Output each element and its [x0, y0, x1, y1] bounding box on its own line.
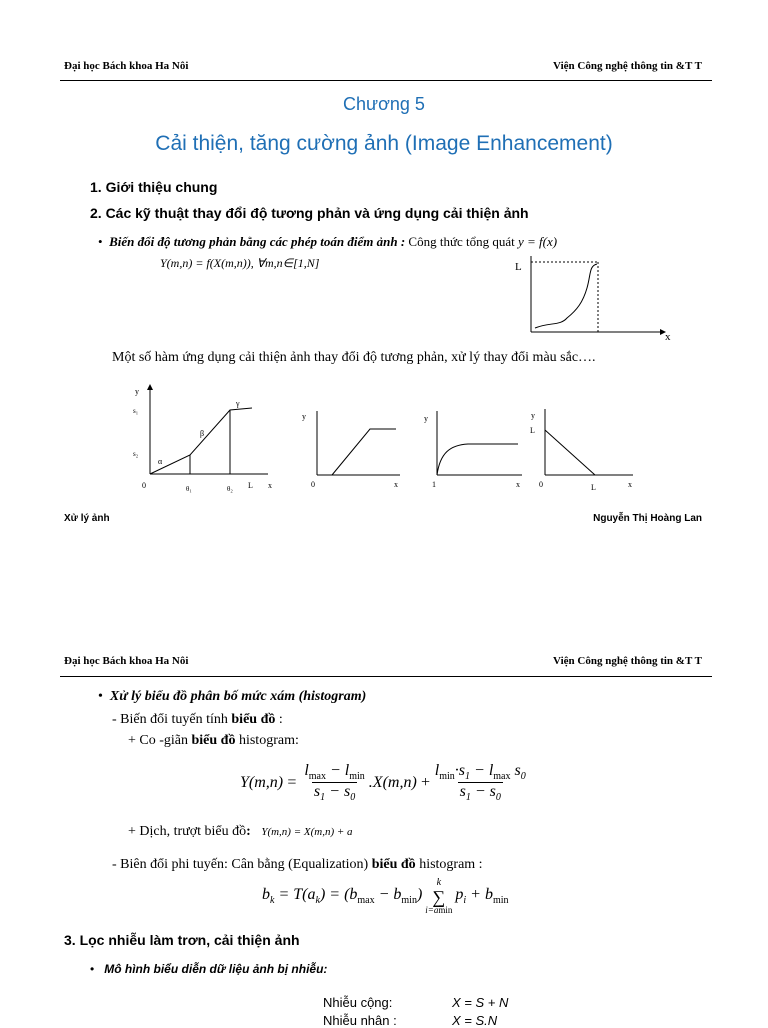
noise-mul-label: Nhiễu nhân : — [323, 1013, 397, 1028]
paragraph-applications: Một số hàm ứng dụng cải thiện ảnh thay đổi độ tương phản, xử lý thay đổi màu sắc…. — [112, 350, 596, 365]
line3-pre: + Dịch, trượt biểu đồ — [128, 824, 247, 839]
page1-footer-left: Xử lý ảnh — [64, 513, 110, 524]
shift-line — [128, 824, 353, 840]
g1-alpha: α — [158, 457, 163, 466]
g4-y: y — [531, 411, 535, 420]
line2-bold: biểu đồ — [191, 733, 236, 748]
formula-shift: Y(m,n) = X(m,n) + a — [261, 826, 353, 838]
negative-graph — [525, 405, 640, 490]
bullet-contrast-formula: y = f(x) — [518, 234, 558, 249]
line1-post: : — [275, 712, 283, 727]
linear-transform-line — [112, 712, 283, 728]
noise-add-label: Nhiễu cộng: — [323, 995, 393, 1010]
g1-y: y — [135, 387, 139, 396]
bullet-contrast-text: Công thức tổng quát — [405, 234, 519, 249]
section-1: 1. Giới thiệu chung — [90, 179, 218, 195]
line3-bold: : — [246, 824, 251, 839]
g1-x: x — [268, 481, 272, 490]
line1-pre: - Biến đổi tuyến tính — [112, 712, 232, 727]
line2-post: histogram: — [235, 733, 299, 748]
piecewise-linear-graph — [130, 378, 280, 493]
page1-header-rule — [60, 80, 712, 81]
bullet-histogram-text: Xử lý biểu đồ phân bố mức xám (histogram) — [109, 689, 367, 704]
noise-add-formula: X = S + N — [452, 995, 509, 1010]
noise-mul-formula: X = S.N — [452, 1013, 498, 1028]
page2-header-left: Đại học Bách khoa Ha Nôi — [64, 655, 189, 667]
bullet-noise-text: Mô hình biểu diễn dữ liệu ảnh bị nhiễu: — [104, 962, 328, 976]
section-2: 2. Các kỹ thuật thay đổi độ tương phản và ứng dụng cải thiện ảnh — [90, 205, 529, 221]
graph-label-x: x — [665, 331, 671, 343]
g3-one: 1 — [432, 480, 436, 489]
page1-header-right: Viện Công nghệ thông tin &T T — [553, 60, 702, 72]
bullet-dot: • — [98, 234, 110, 249]
g2-x: x — [394, 480, 398, 489]
g3-y: y — [424, 414, 428, 423]
g4-zero: 0 — [539, 480, 543, 489]
g1-theta1: θ₁ — [186, 485, 192, 493]
line1-bold: biểu đồ — [231, 712, 276, 727]
line4-pre: - Biên đổi phi tuyến: Cân bằng (Equalization) — [112, 857, 372, 872]
g2-zero: 0 — [311, 480, 315, 489]
formula-stretch: Y(m,n) = $l_{max} - l_{min}$ $s_1 - s_0$ .X(m,n) + $l_{min}\cdot s_1 - l_{max}$ $s_0$ $s_1 - s_0$ — [240, 762, 526, 804]
graph-label-L: L — [515, 261, 522, 273]
g1-s1: s₁ — [133, 407, 139, 415]
page2-header-rule — [60, 676, 712, 677]
g1-zero: 0 — [142, 481, 146, 490]
clipping-graph — [300, 405, 410, 490]
formula-point-transform: Y(m,n) = f(X(m,n)), ∀m,n∈[1,N] — [160, 256, 320, 270]
g1-s2: s₂ — [133, 450, 139, 458]
g4-x: x — [628, 480, 632, 489]
g4-L2: L — [591, 483, 596, 490]
g2-y: y — [302, 412, 306, 421]
log-graph — [420, 405, 530, 490]
line4-bold: biểu đồ — [371, 857, 416, 872]
bullet-noise-model: • Mô hình biểu diễn dữ liệu ảnh bị nhiễu: — [90, 962, 328, 976]
page2-header-right: Viện Công nghệ thông tin &T T — [553, 655, 702, 667]
line4-post: histogram : — [415, 857, 483, 872]
page-title: Cải thiện, tăng cường ảnh (Image Enhancement) — [155, 132, 613, 155]
g4-L: L — [530, 426, 535, 435]
bullet-contrast — [98, 234, 557, 250]
formula-equalization: $b_k = T(a_k) = (b_{max} - b_{min})$ k ∑ i=amin $p_i + b_{min}$ — [262, 877, 509, 915]
line2-pre: + Co -giãn — [128, 733, 192, 748]
g1-theta2: θ₂ — [227, 485, 233, 493]
g1-L: L — [248, 481, 253, 490]
page1-footer-right: Nguyễn Thị Hoàng Lan — [593, 513, 702, 524]
chapter-title: Chương 5 — [343, 94, 425, 114]
nonlinear-line — [112, 857, 483, 873]
stretch-line — [128, 733, 299, 749]
g3-x: x — [516, 480, 520, 489]
g1-gamma: γ — [236, 399, 240, 408]
transfer-function-graph — [505, 252, 695, 347]
page1-header-left: Đại học Bách khoa Ha Nôi — [64, 60, 189, 72]
g1-beta: β — [200, 429, 205, 438]
bullet-contrast-italic: Biến đổi độ tương phản bằng các phép toán điểm ảnh : — [109, 234, 406, 249]
section-3: 3. Lọc nhiễu làm trơn, cải thiện ảnh — [64, 932, 300, 948]
bullet-histogram: • Xử lý biểu đồ phân bố mức xám (histogram) — [98, 689, 367, 704]
